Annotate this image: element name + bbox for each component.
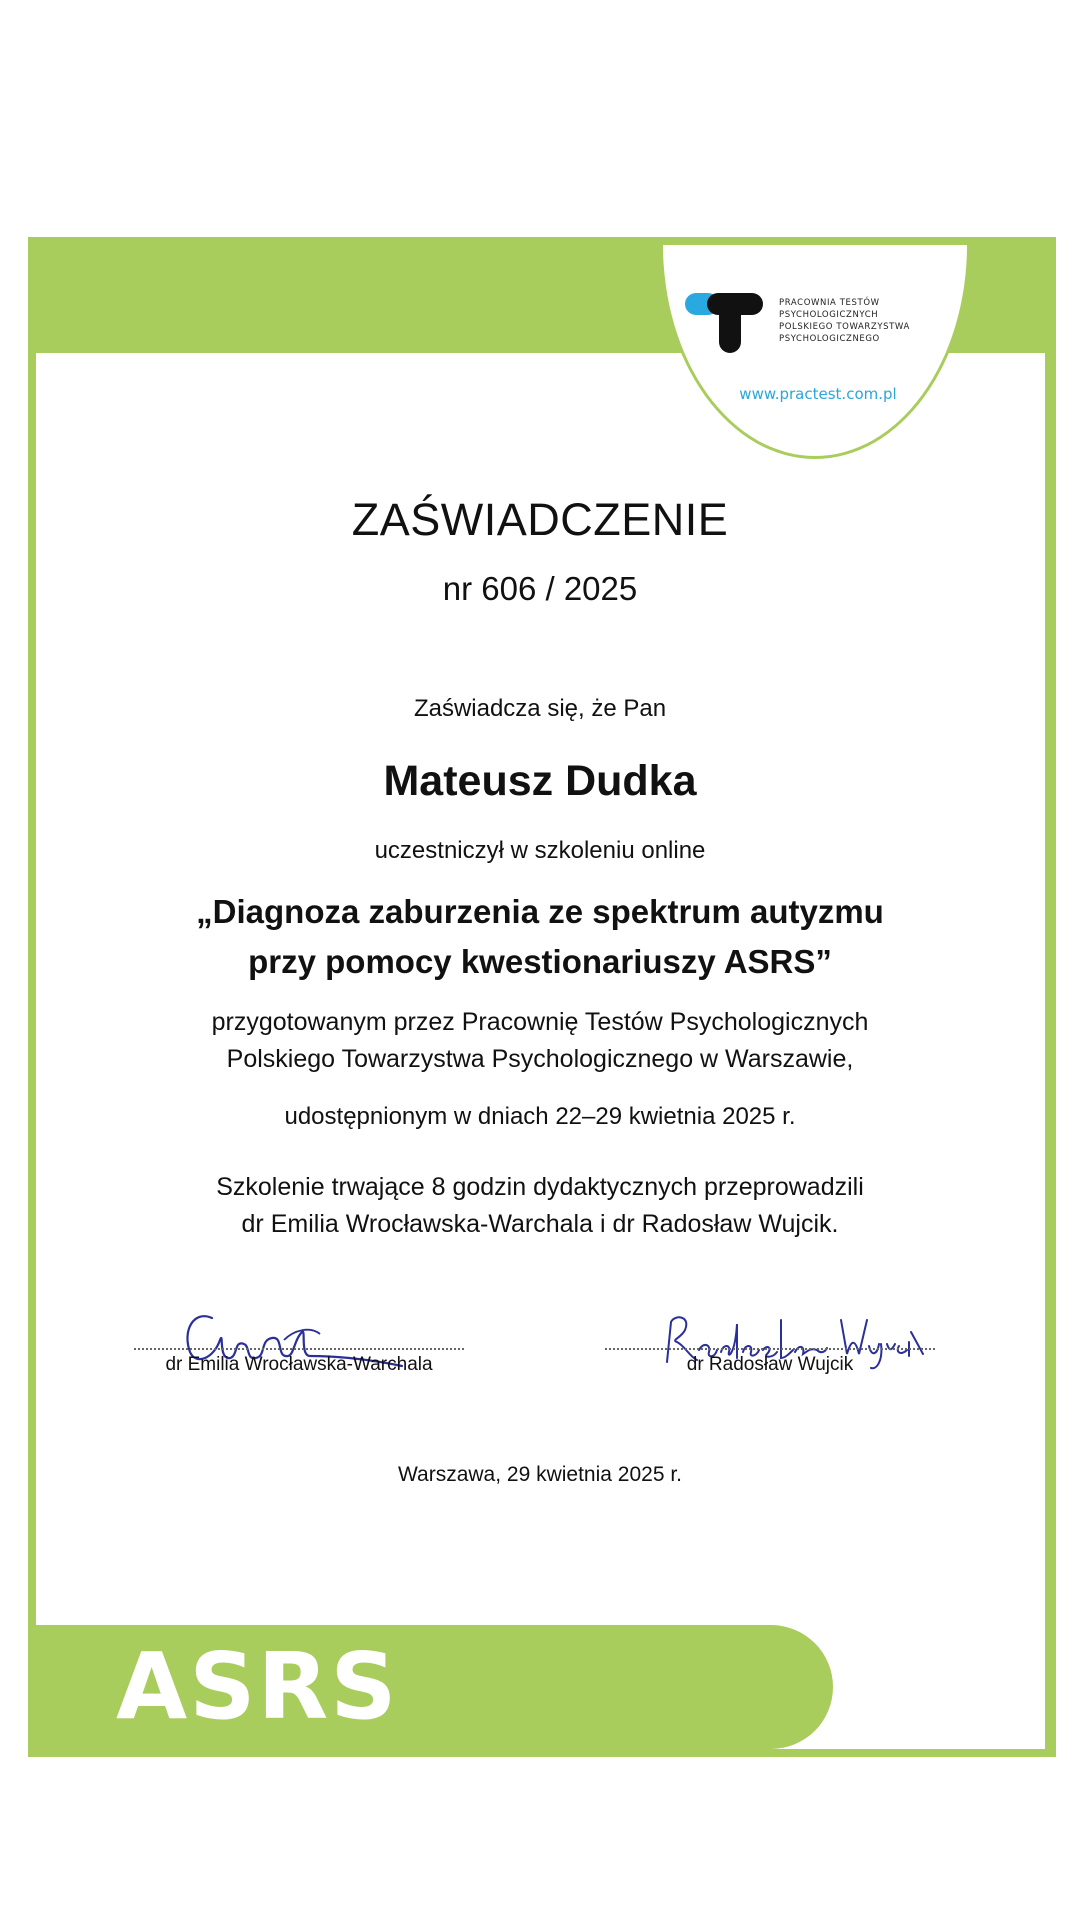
certificate-number: nr 606 / 2025 (442, 570, 638, 607)
certificate-title: ZAŚWIADCZENIE (351, 494, 729, 545)
signature-label: dr Radosław Wujcik (686, 1354, 854, 1375)
asrs-banner (28, 1625, 833, 1749)
logo-url: www.practest.com.pl (739, 385, 897, 403)
trainers-line-2: dr Emilia Wrocławska-Warchala i dr Radosław Wujcik. (241, 1210, 839, 1238)
logo-org-line: POLSKIEGO TOWARZYSTWA (779, 322, 910, 332)
certificate-intro: Zaświadcza się, że Pan (413, 695, 667, 722)
signature-label: dr Emilia Wrocławska-Warchala (165, 1354, 433, 1375)
prepared-by-line-2: Polskiego Towarzystwa Psychologicznego w Warszawie, (226, 1045, 854, 1073)
logo-org-line: PSYCHOLOGICZNYCH (779, 310, 879, 320)
asrs-banner-text: ASRS (116, 1633, 399, 1740)
course-title-line-2: przy pomocy kwestionariuszy ASRS” (248, 943, 832, 980)
trainers-line-1: Szkolenie trwające 8 godzin dydaktycznych przeprowadzili (216, 1173, 864, 1201)
signature-line (605, 1348, 935, 1350)
availability-dates: udostępnionym w dniach 22–29 kwietnia 2025 r. (284, 1103, 796, 1130)
participation-text: uczestniczył w szkoleniu online (374, 837, 706, 864)
logo-org-line: PRACOWNIA TESTÓW (779, 298, 880, 308)
participant-name: Mateusz Dudka (383, 757, 697, 805)
logo-org-line: PSYCHOLOGICZNEGO (779, 334, 880, 344)
prepared-by-line-1: przygotowanym przez Pracownię Testów Psychologicznych (211, 1008, 869, 1036)
signature-line (134, 1348, 464, 1350)
course-title-line-1: „Diagnoza zaburzenia ze spektrum autyzmu (196, 893, 884, 930)
place-and-date: Warszawa, 29 kwietnia 2025 r. (397, 1463, 683, 1486)
